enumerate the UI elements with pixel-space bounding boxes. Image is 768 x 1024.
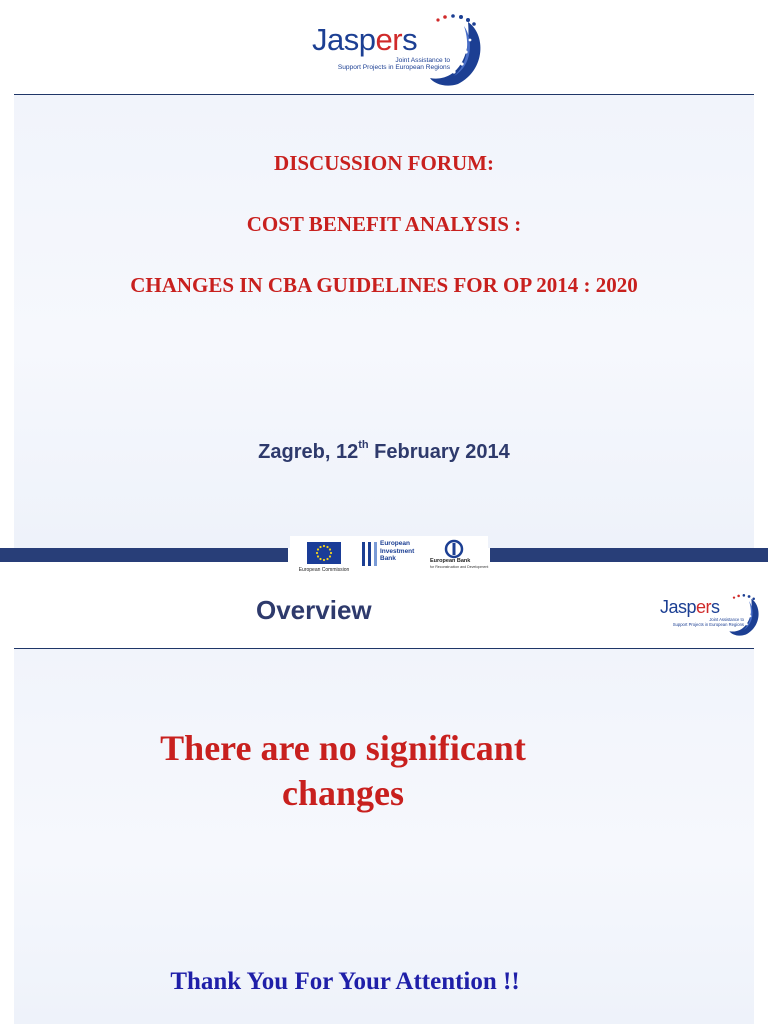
slide-title: Overview — [256, 595, 372, 625]
title-line-3: CHANGES IN CBA GUIDELINES FOR OP 2014 : 2020 — [130, 273, 638, 297]
partner-logos — [290, 536, 488, 576]
event-date: Zagreb, 12th February 2014 — [258, 439, 510, 463]
footer-bar-right — [490, 548, 768, 562]
european-commission-caption: European Commission — [298, 567, 350, 573]
jaspers-wordmark: Jaspers — [660, 597, 720, 617]
title-line-1: DISCUSSION FORUM: — [274, 151, 494, 175]
jaspers-wordmark: Jaspers — [312, 22, 418, 57]
thank-you-text: Thank You For Your Attention !! — [170, 968, 520, 995]
european-commission-logo — [294, 536, 352, 576]
main-statement-line-1: There are no significant — [160, 728, 526, 768]
ebrd-name: European Bank — [430, 558, 471, 564]
title-line-2: COST BENEFIT ANALYSIS : — [246, 212, 522, 236]
main-statement-line-2: changes — [281, 773, 404, 813]
overview-slide — [0, 576, 768, 1024]
eib-logo — [360, 536, 422, 576]
jaspers-tagline: Joint Assistance to Support Projects in European Regions — [672, 617, 744, 627]
eu-flag-icon — [307, 542, 341, 564]
jaspers-swoosh-icon — [728, 593, 762, 637]
eib-bars-icon — [360, 540, 380, 568]
header-rule — [14, 648, 754, 649]
eib-name: European Investment Bank — [380, 540, 415, 562]
header-rule — [14, 94, 754, 95]
jaspers-logo — [312, 8, 482, 86]
ebrd-emblem-icon — [444, 539, 464, 559]
jaspers-tagline: Joint Assistance to Support Projects in European Regions — [337, 57, 450, 71]
ebrd-subtitle: for Reconstruction and Development — [430, 565, 489, 569]
ebrd-logo — [424, 536, 488, 576]
jaspers-logo — [660, 593, 760, 637]
footer-bar-left — [0, 548, 288, 562]
jaspers-swoosh-icon — [428, 12, 486, 88]
